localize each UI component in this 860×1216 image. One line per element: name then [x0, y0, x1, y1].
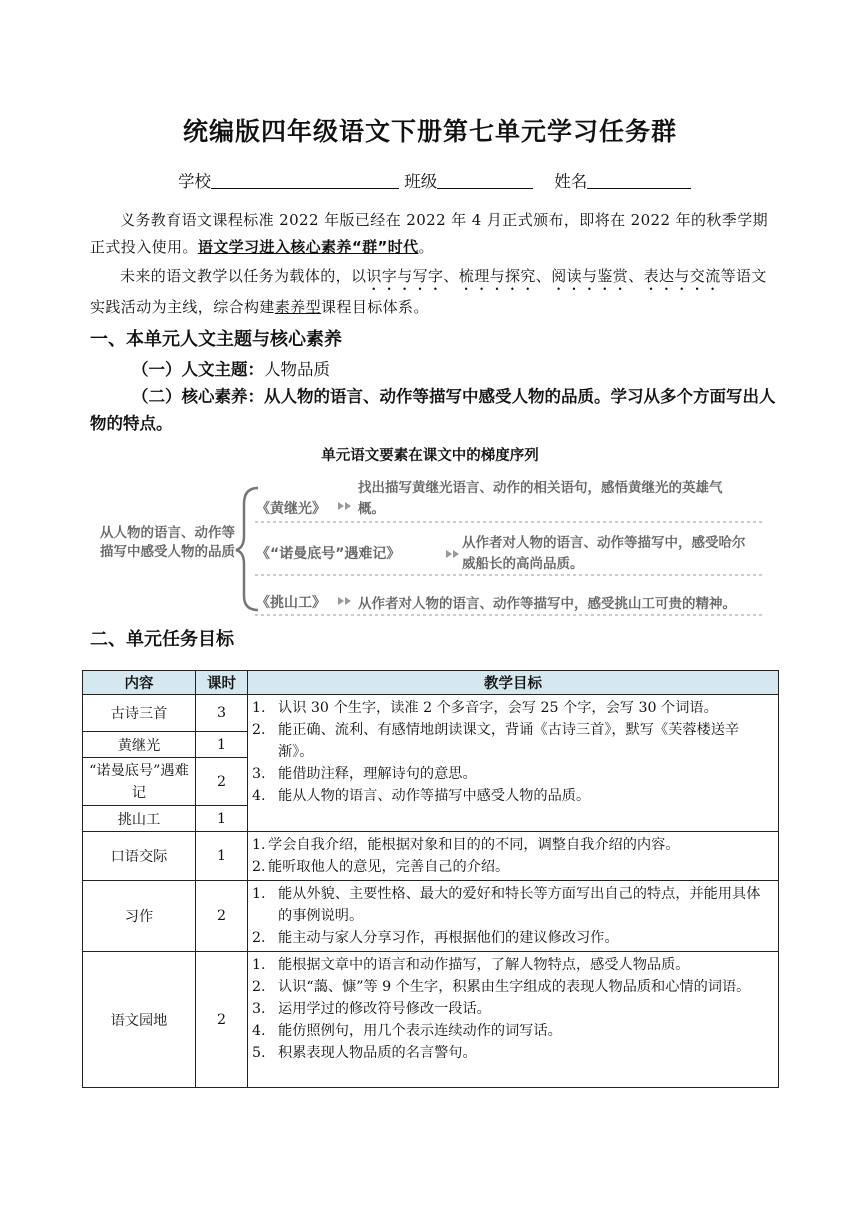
row-hours: 2 — [196, 952, 248, 1088]
row-content: 习作 — [83, 881, 196, 952]
unit-goals-table — [82, 670, 779, 1088]
class-blank — [437, 172, 533, 189]
row-content: 黄继光 — [83, 732, 196, 758]
header-goals: 教学目标 — [248, 671, 779, 695]
header-hours: 课时 — [196, 671, 248, 695]
list-item: 4. 能仿照例句，用几个表示连续动作的词写话。 — [252, 1023, 562, 1039]
intro-paragraph-1: 义务教育语文课程标准 2022 年版已经在 2022 年 4 月正式颁布，即将在 2022 年的秋季学期正式投入使用。语文学习进入核心素养“群”时代。 — [90, 211, 769, 256]
school-blank — [211, 172, 399, 189]
list-item: 1. 认识 30 个生字，读准 2 个多音字，会写 25 个字，会写 30 个词语。 — [252, 700, 718, 716]
row-content: 口语交际 — [83, 832, 196, 881]
class-label: 班级 — [404, 172, 438, 191]
theme-line: （一）人文主题：人物品质 — [132, 360, 330, 379]
row-hours: 3 — [196, 695, 248, 732]
practice-activities: 识字与写字、梳理与探究、阅读与鉴赏、表达与交流 — [366, 267, 721, 285]
core-literacy-line: （二）核心素养：从人物的语言、动作等描写中感受人物的品质。学习从多个方面写出人物的特点。 — [90, 387, 776, 433]
branch-2-text: 从作者对人物的语言、动作等描写中，感受哈尔威船长的高尚品质。 — [462, 535, 746, 572]
arrow-icon-2b — [453, 550, 459, 558]
row-content: 语文园地 — [83, 952, 196, 1088]
document-title: 统编版四年级语文下册第七单元学习任务群 — [182, 117, 677, 146]
row-content: “诺曼底号”遇难记 — [83, 758, 196, 806]
name-label: 姓名 — [554, 172, 588, 191]
reading-goals-cell — [248, 695, 779, 832]
literacy-type-term: 素养型 — [274, 298, 322, 316]
arrow-icon-3 — [338, 597, 344, 605]
list-item: 4. 能从人物的语言、动作等描写中感受人物的品质。 — [252, 788, 591, 804]
list-item: 1. 能从外貌、主要性格、最大的爱好和特长等方面写出自己的特点，并能用具体的事例说明。 — [252, 886, 761, 924]
arrow-icon-1 — [338, 502, 344, 510]
row-content: 古诗三首 — [83, 695, 196, 732]
oral-goals-list — [252, 834, 772, 878]
section-heading-2: 二、单元任务目标 — [90, 629, 234, 650]
diagram-title: 单元语文要素在课文中的梯度序列 — [321, 448, 539, 464]
list-item: 5. 积累表现人物品质的名言警句。 — [252, 1045, 477, 1061]
student-info-line — [178, 168, 691, 192]
table-row — [83, 695, 779, 732]
table-row — [83, 952, 779, 1088]
table-row — [83, 832, 779, 881]
row-hours: 2 — [196, 758, 248, 806]
oral-goals-cell — [248, 832, 779, 881]
intro-paragraph-2: 未来的语文教学以任务为载体的，以识字与写字、梳理与探究、阅读与鉴赏、表达与交流等语文实践活动为主线，综合构建素养型课程目标体系。 — [90, 267, 767, 316]
branch-3-lesson: 《挑山工》 — [256, 595, 326, 611]
list-item: 3. 运用学过的修改符号修改一段话。 — [252, 1001, 491, 1017]
writing-goals-list — [252, 883, 772, 949]
name-blank — [587, 172, 691, 189]
diagram-root-text: 从人物的语言、动作等描写中感受人物的品质 — [100, 525, 235, 560]
garden-goals-list — [252, 954, 772, 1064]
arrow-icon-2 — [446, 550, 452, 558]
list-item: 2. 能正确、流利、有感情地朗读课文，背诵《古诗三首》，默写《芙蓉楼送辛渐》。 — [252, 722, 740, 760]
branch-1-text: 找出描写黄继光语言、动作的相关语句，感悟黄继光的英雄气概。 — [358, 480, 723, 517]
list-item: 2. 能主动与家人分享习作，再根据他们的建议修改习作。 — [252, 930, 619, 946]
row-hours: 1 — [196, 806, 248, 832]
writing-goals-cell — [248, 881, 779, 952]
row-hours: 1 — [196, 832, 248, 881]
row-content: 挑山工 — [83, 806, 196, 832]
reading-goals-list — [252, 697, 772, 807]
list-item: 1. 能根据文章中的语言和动作描写，了解人物特点，感受人物品质。 — [252, 957, 690, 973]
arrow-icon-3b — [345, 597, 351, 605]
list-item: 2. 能听取他人的意见，完善自己的介绍。 — [252, 859, 510, 875]
branch-3-text: 从作者对人物的语言、动作等描写中，感受挑山工可贵的精神。 — [358, 596, 736, 612]
table-row — [83, 881, 779, 952]
table-header-row — [83, 671, 779, 695]
list-item: 2. 认识“藹、慷”等 9 个生字，积累由生字组成的表现人物品质和心情的词语。 — [252, 979, 751, 995]
row-hours: 1 — [196, 732, 248, 758]
header-content: 内容 — [83, 671, 196, 695]
branch-1-lesson: 《黄继光》 — [256, 501, 326, 517]
garden-goals-cell — [248, 952, 779, 1088]
arrow-icon-1b — [345, 502, 351, 510]
list-item: 3. 能借助注释，理解诗句的意思。 — [252, 766, 477, 782]
list-item: 1. 学会自我介绍，能根据对象和目的的不同，调整自我介绍的内容。 — [252, 837, 680, 853]
branch-2-lesson: 《“诺曼底号”遇难记》 — [256, 546, 401, 562]
core-literacy-emphasis: 语文学习进入核心素养“群”时代 — [197, 238, 419, 256]
section-heading-1: 一、本单元人文主题与核心素养 — [90, 329, 342, 350]
school-label: 学校 — [178, 172, 211, 191]
row-hours: 2 — [196, 881, 248, 952]
